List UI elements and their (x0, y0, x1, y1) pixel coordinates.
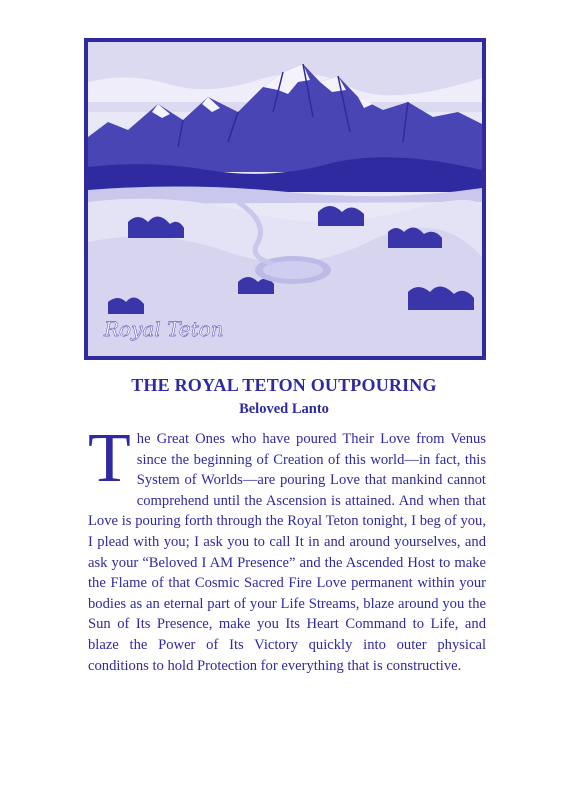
article-body-text: he Great Ones who have poured Their Love from Venus since the beginning of Creation of this world—in fact, this System of Worlds—are pouring Love that mankind cannot comprehend until the Ascension is attained. And when that Love is pouring forth through the Royal Teton tonight, I beg of you, I plead with you; I ask you to call It in and around yourselves, and ask your “Beloved I AM Presence” and the Ascended Host to make the Flame of that Cosmic Sacred Fire Love permanent within your bodies as an eternal part of your Life Streams, blaze around you the Sun of Its Presence, make you Its Heart Command to Life, and blaze the Power of Its Victory quickly into outer physical conditions to hold Protection for everything that is constructive. (88, 431, 486, 674)
mountain-landscape-image (88, 42, 482, 356)
article-subtitle: Beloved Lanto (239, 401, 329, 417)
drop-cap: T (88, 420, 131, 497)
royal-teton-photo (84, 38, 486, 360)
article-body (88, 420, 486, 676)
article-title: THE ROYAL TETON OUTPOURING (131, 375, 437, 395)
photo-caption: Royal Teton (104, 317, 224, 341)
